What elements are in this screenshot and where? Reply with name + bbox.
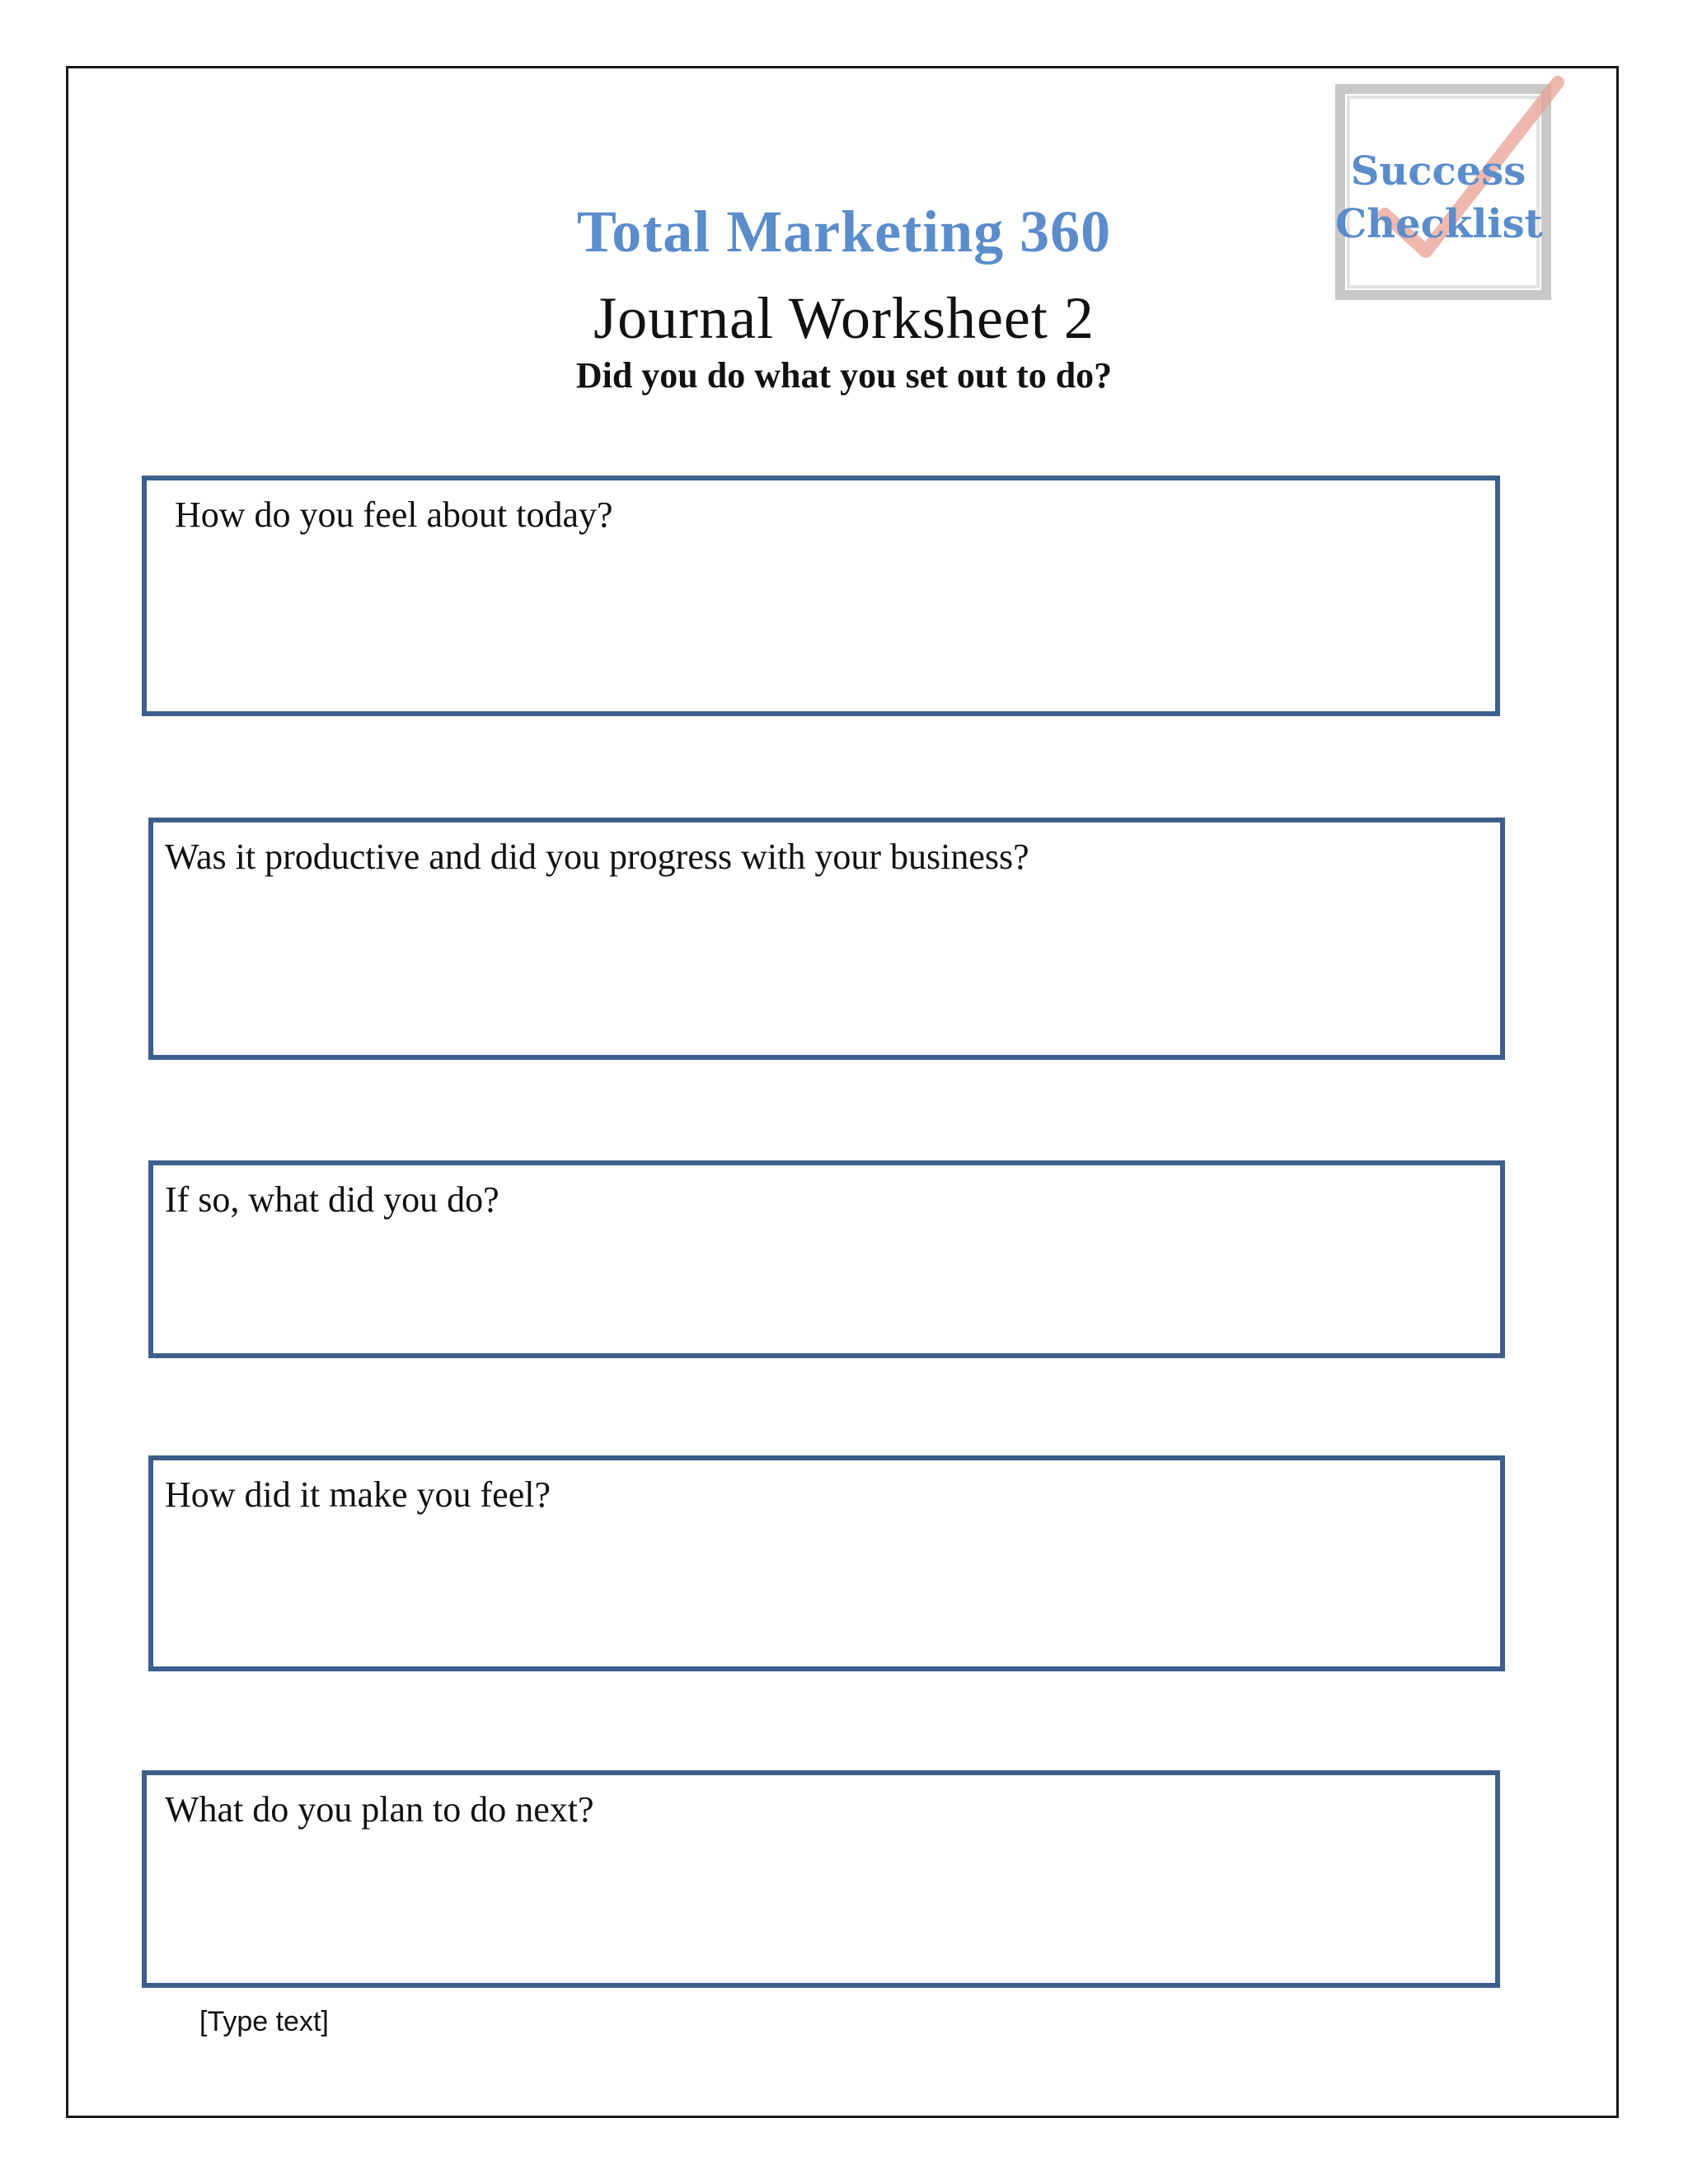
prompt-box-3[interactable] [148,1160,1505,1358]
badge-line-2: Checklist [1335,201,1543,247]
success-checklist-badge [1335,74,1566,305]
page-title: Total Marketing 360 [576,199,1112,265]
prompt-box-2[interactable] [148,818,1505,1060]
prompt-label-3: If so, what did you do? [165,1179,499,1220]
badge-line-1: Success [1350,148,1526,194]
page-subtitle: Journal Worksheet 2 [593,285,1095,351]
prompt-label-1: How do you feel about today? [175,494,613,535]
type-text-placeholder[interactable]: [Type text] [199,2006,329,2037]
prompt-box-4[interactable] [148,1455,1505,1671]
prompt-label-4: How did it make you feel? [165,1474,551,1515]
prompt-box-5[interactable] [142,1770,1500,1988]
prompt-label-5: What do you plan to do next? [165,1789,594,1830]
prompt-box-1[interactable] [142,476,1500,716]
page-question: Did you do what you set out to do? [575,355,1113,396]
prompt-label-2: Was it productive and did you progress with your business? [165,837,1029,877]
